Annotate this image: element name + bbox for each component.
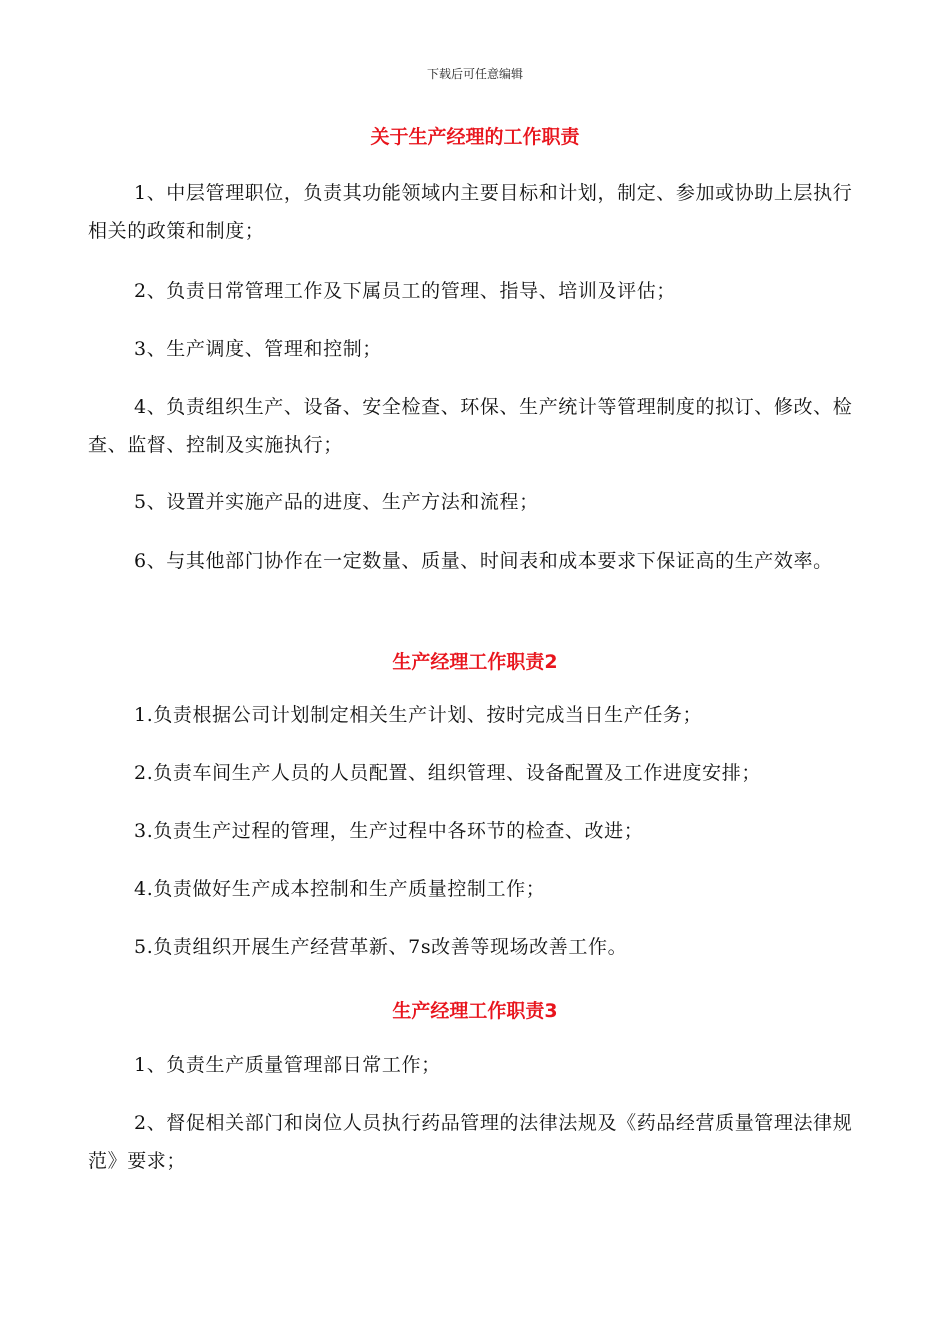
- paragraph: 3、生产调度、管理和控制；: [134, 338, 382, 360]
- paragraph: 2、负责日常管理工作及下属员工的管理、指导、培训及评估；: [134, 280, 676, 302]
- section-title-3: 生产经理工作职责3: [392, 1000, 558, 1022]
- paragraph: 5、设置并实施产品的进度、生产方法和流程；: [134, 491, 539, 513]
- paragraph: 2.负责车间生产人员的人员配置、组织管理、设备配置及工作进度安排；: [134, 762, 761, 784]
- paragraph: 1、负责生产质量管理部日常工作；: [134, 1054, 441, 1076]
- paragraph: 1、中层管理职位，负责其功能领域内主要目标和计划，制定、参加或协助上层执行相关的政策和制度；: [88, 182, 853, 242]
- paragraph: 6、与其他部门协作在一定数量、质量、时间表和成本要求下保证高的生产效率。: [134, 550, 833, 572]
- section-title-2: 生产经理工作职责2: [392, 651, 558, 673]
- section-title-1: 关于生产经理的工作职责: [370, 126, 580, 148]
- paragraph: 4.负责做好生产成本控制和生产质量控制工作；: [134, 878, 546, 900]
- paragraph: 4、负责组织生产、设备、安全检查、环保、生产统计等管理制度的拟订、修改、检查、监督、控制及实施执行；: [88, 396, 853, 456]
- paragraph: 3.负责生产过程的管理，生产过程中各环节的检查、改进；: [134, 820, 644, 842]
- header-note: 下载后可任意编辑: [426, 67, 523, 81]
- paragraph: 2、督促相关部门和岗位人员执行药品管理的法律法规及《药品经营质量管理法律规范》要求；: [88, 1112, 853, 1172]
- paragraph: 5.负责组织开展生产经营革新、7s改善等现场改善工作。: [134, 936, 628, 958]
- paragraph: 1.负责根据公司计划制定相关生产计划、按时完成当日生产任务；: [134, 704, 703, 726]
